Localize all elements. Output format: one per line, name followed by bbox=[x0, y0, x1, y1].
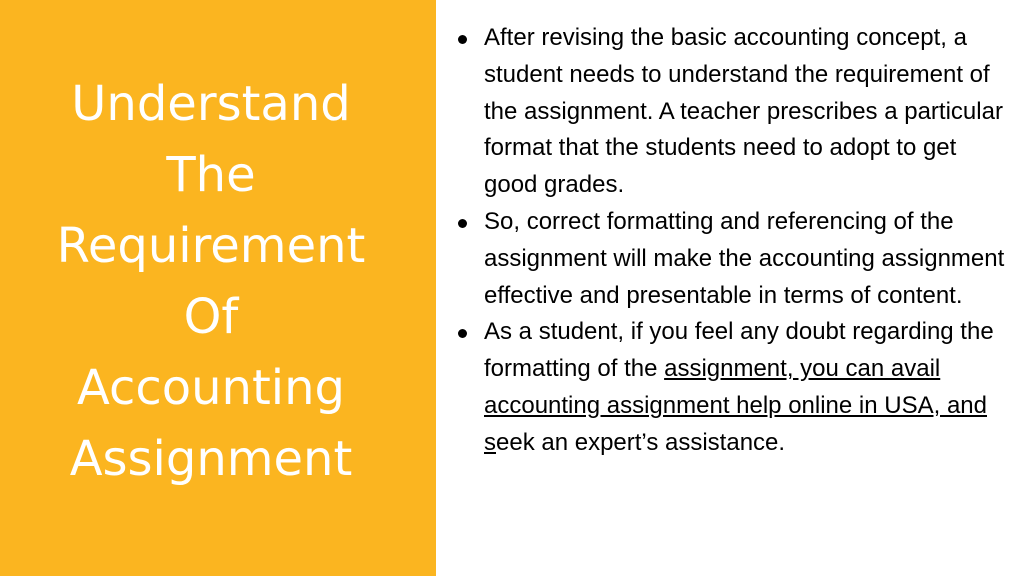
bullet-dot-icon bbox=[458, 329, 467, 338]
title-line: Accounting bbox=[76, 360, 345, 416]
bullet-list bbox=[458, 20, 1012, 462]
title-line: The bbox=[166, 147, 256, 203]
title-panel bbox=[0, 0, 436, 576]
bullet-item bbox=[458, 314, 1012, 461]
bullet-text-after-link: eek an expert’s assistance. bbox=[496, 428, 786, 456]
bullet-dot-icon bbox=[458, 219, 467, 228]
slide-title bbox=[57, 69, 366, 495]
title-line: Requirement bbox=[56, 218, 366, 274]
bullet-text: After revising the basic accounting concept, a student needs to understand the requirement of the assignment. A teacher prescribes a particular format that the students need to adopt to get good grades. bbox=[484, 24, 1003, 199]
title-line: Assignment bbox=[69, 431, 353, 487]
bullet-text: So, correct formatting and referencing of the assignment will make the accounting assignment effective and presentable in terms of content. bbox=[484, 207, 1005, 309]
content-panel bbox=[436, 0, 1024, 576]
title-line: Understand bbox=[71, 76, 351, 132]
bullet-text-before-link: As a student, if you feel any doubt regarding the formatting of the bbox=[484, 318, 994, 383]
bullet-item bbox=[458, 204, 1012, 314]
bullet-item bbox=[458, 20, 1012, 204]
accounting-assignment-help-link[interactable]: assignment, you can avail accounting assignment help online in USA, and s bbox=[484, 355, 987, 456]
bullet-dot-icon bbox=[458, 35, 467, 44]
title-line: Of bbox=[183, 289, 239, 345]
